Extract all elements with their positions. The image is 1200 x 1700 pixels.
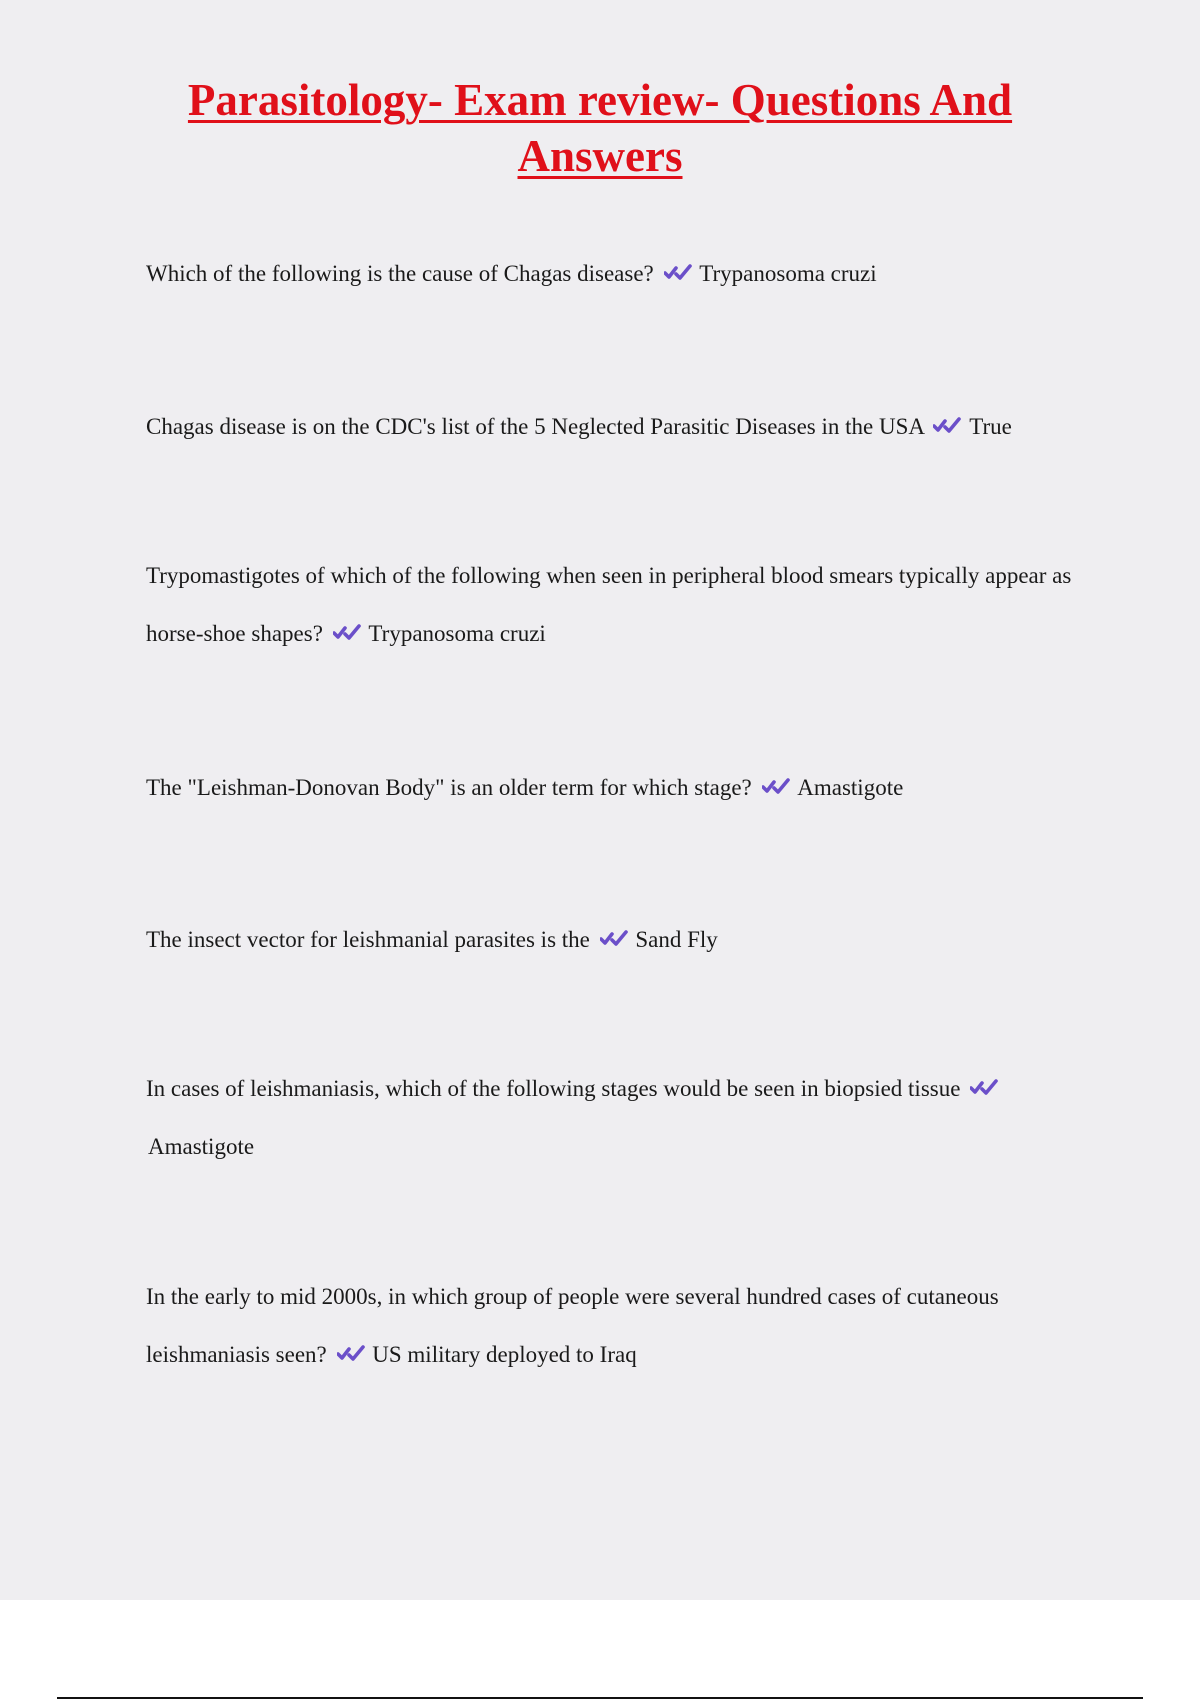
double-checkmark-icon [970, 1077, 998, 1099]
question-text: In cases of leishmaniasis, which of the following stages would be seen in biopsied tissue [146, 1076, 961, 1101]
footer-divider [57, 1697, 1143, 1699]
qa-item-7 [146, 1268, 1106, 1384]
double-checkmark-icon [762, 776, 790, 798]
qa-item-6 [146, 1060, 1106, 1176]
question-text: The "Leishman-Donovan Body" is an older term for which stage? [146, 775, 752, 800]
answer-text: True [969, 414, 1012, 439]
answer-text: Trypanosoma cruzi [699, 261, 877, 286]
answer-text: Amastigote [797, 775, 904, 800]
double-checkmark-icon [933, 415, 961, 437]
title-line-2: Answers [517, 131, 683, 181]
answer-text: US military deployed to Iraq [372, 1342, 637, 1367]
qa-item-5 [146, 911, 1106, 969]
qa-item-2 [146, 398, 1146, 456]
double-checkmark-icon [600, 928, 628, 950]
question-text: Which of the following is the cause of Chagas disease? [146, 261, 654, 286]
qa-item-1 [146, 245, 1106, 303]
double-checkmark-icon [333, 622, 361, 644]
double-checkmark-icon [337, 1343, 365, 1365]
question-text: Trypomastigotes of which of the following when seen in peripheral blood smears typically appear as horse-shoe shapes? [146, 563, 1072, 646]
document-title [0, 72, 1200, 184]
answer-text: Trypanosoma cruzi [368, 621, 546, 646]
qa-item-4 [146, 759, 1106, 817]
answer-text: Amastigote [148, 1134, 255, 1159]
question-text: In the early to mid 2000s, in which group of people were several hundred cases of cutaneous leishmaniasis seen? [146, 1284, 999, 1367]
qa-item-3 [146, 547, 1106, 663]
question-text: The insect vector for leishmanial parasites is the [146, 927, 590, 952]
title-line-1: Parasitology- Exam review- Questions And [187, 75, 1013, 125]
answer-text: Sand Fly [635, 927, 718, 952]
question-text: Chagas disease is on the CDC's list of the 5 Neglected Parasitic Diseases in the USA [146, 414, 924, 439]
double-checkmark-icon [664, 262, 692, 284]
